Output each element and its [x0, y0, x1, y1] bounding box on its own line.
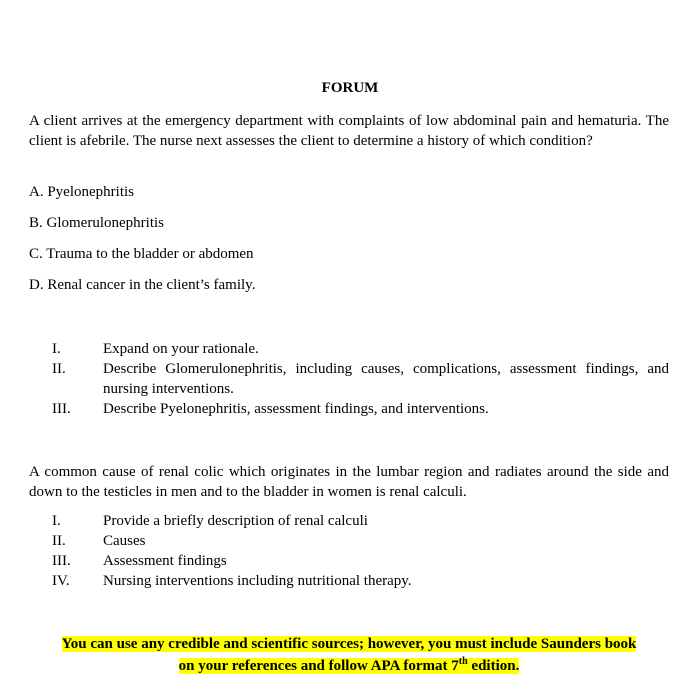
task-text: Describe Pyelonephritis, assessment findings, and interventions. [103, 401, 489, 417]
option-b: B. Glomerulonephritis [29, 215, 164, 231]
note-superscript: th [458, 656, 468, 667]
task-numeral: II. [52, 361, 66, 377]
note-line-1: You can use any credible and scientific sources; however, you must include Saunders book [61, 636, 637, 652]
forum-title: FORUM [321, 80, 379, 96]
task-text: Provide a briefly description of renal calculi [103, 513, 368, 529]
task-numeral: IV. [52, 573, 70, 589]
task-text: Causes [103, 533, 146, 549]
highlighted-note [29, 633, 669, 677]
question-2-stem: A common cause of renal colic which originates in the lumbar region and radiates around the side and down to the testicles in men and to the bladder in women is renal calculi. [29, 464, 669, 500]
task-text: Describe Glomerulonephritis, including causes, complications, assessment findings, and nursing interventions. [103, 361, 669, 397]
note-line-2-end: edition. [467, 658, 520, 674]
task-numeral: III. [52, 553, 71, 569]
option-a: A. Pyelonephritis [29, 184, 134, 200]
note-line-2-start: on your references and follow APA format 7 [178, 658, 459, 674]
task-numeral: I. [52, 513, 61, 529]
task-numeral: I. [52, 341, 61, 357]
task-text: Nursing interventions including nutritional therapy. [103, 573, 412, 589]
note-line-2 [179, 658, 520, 674]
task-numeral: II. [52, 533, 66, 549]
task-text: Expand on your rationale. [103, 341, 259, 357]
task-numeral: III. [52, 401, 71, 417]
option-d: D. Renal cancer in the client’s family. [29, 277, 256, 293]
task-text: Assessment findings [103, 553, 227, 569]
question-1-stem: A client arrives at the emergency department with complaints of low abdominal pain and hematuria. The client is afebrile. The nurse next assesses the client to determine a history of which condition? [29, 113, 669, 149]
option-c: C. Trauma to the bladder or abdomen [29, 246, 254, 262]
